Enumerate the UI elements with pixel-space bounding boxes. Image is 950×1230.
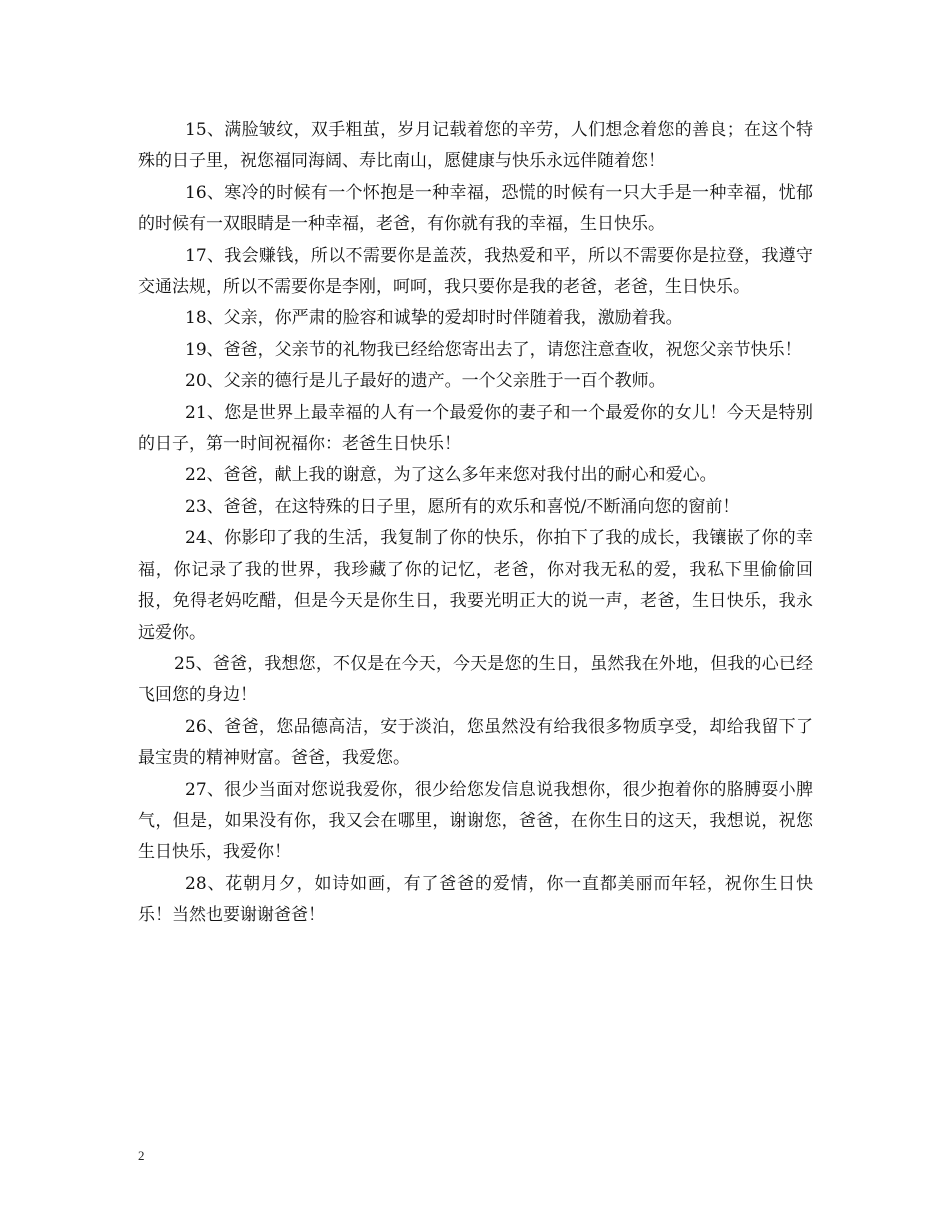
paragraph-20: 20、父亲的德行是儿子最好的遗产。一个父亲胜于一百个教师。 [185, 371, 666, 392]
paragraph-27: 27、很少当面对您说我爱你，很少给您发信息说我想你，很少抱着你的胳膊耍小脾气，但是，如果没有你，我又会在哪里，谢谢您，爸爸，在你生日的这天，我想说，祝您生日快乐，我爱你！ [138, 779, 813, 863]
paragraph-25: 25、爸爸，我想您，不仅是在今天，今天是您的生日，虽然我在外地，但我的心已经飞回您的身边！ [138, 653, 813, 706]
paragraph-19: 19、爸爸，父亲节的礼物我已经给您寄出去了，请您注意查收，祝您父亲节快乐！ [185, 339, 802, 360]
paragraph-21: 21、您是世界上最幸福的人有一个最爱你的妻子和一个最爱你的女儿！今天是特别的日子，第一时间祝福你：老爸生日快乐！ [138, 402, 813, 455]
paragraph-23: 23、爸爸，在这特殊的日子里，愿所有的欢乐和喜悦/不断涌向您的窗前！ [185, 496, 740, 517]
paragraph-18: 18、父亲，你严肃的脸容和诚挚的爱却时时伴随着我，激励着我。 [185, 308, 683, 329]
document-body [138, 115, 813, 932]
page-number: 2 [138, 1148, 145, 1163]
paragraph-22: 22、爸爸，献上我的谢意，为了这么多年来您对我付出的耐心和爱心。 [185, 465, 717, 486]
paragraph-17: 17、我会赚钱，所以不需要你是盖茨，我热爱和平，所以不需要你是拉登，我遵守交通法规，所以不需要你是李刚，呵呵，我只要你是我的老爸，老爸，生日快乐。 [138, 245, 813, 298]
paragraph-28: 28、花朝月夕，如诗如画，有了爸爸的爱情，你一直都美丽而年轻，祝你生日快乐！当然也要谢谢爸爸！ [138, 873, 813, 926]
paragraph-24: 24、你影印了我的生活，我复制了你的快乐，你拍下了我的成长，我镶嵌了你的幸福，你记录了我的世界，我珍藏了你的记忆，老爸，你对我无私的爱，我私下里偷偷回报，免得老妈吃醋，但是今天是你生日，我要光明正大的说一声，老爸，生日快乐，我永远爱你。 [138, 528, 813, 643]
paragraph-26: 26、爸爸，您品德高洁，安于淡泊，您虽然没有给我很多物质享受，却给我留下了最宝贵的精神财富。爸爸，我爱您。 [138, 716, 813, 769]
paragraph-15: 15、满脸皱纹，双手粗茧，岁月记载着您的辛劳，人们想念着您的善良；在这个特殊的日子里，祝您福同海阔、寿比南山，愿健康与快乐永远伴随着您！ [138, 120, 813, 172]
paragraph-16: 16、寒冷的时候有一个怀抱是一种幸福，恐慌的时候有一只大手是一种幸福，忧郁的时候有一双眼睛是一种幸福，老爸，有你就有我的幸福，生日快乐。 [138, 182, 813, 235]
